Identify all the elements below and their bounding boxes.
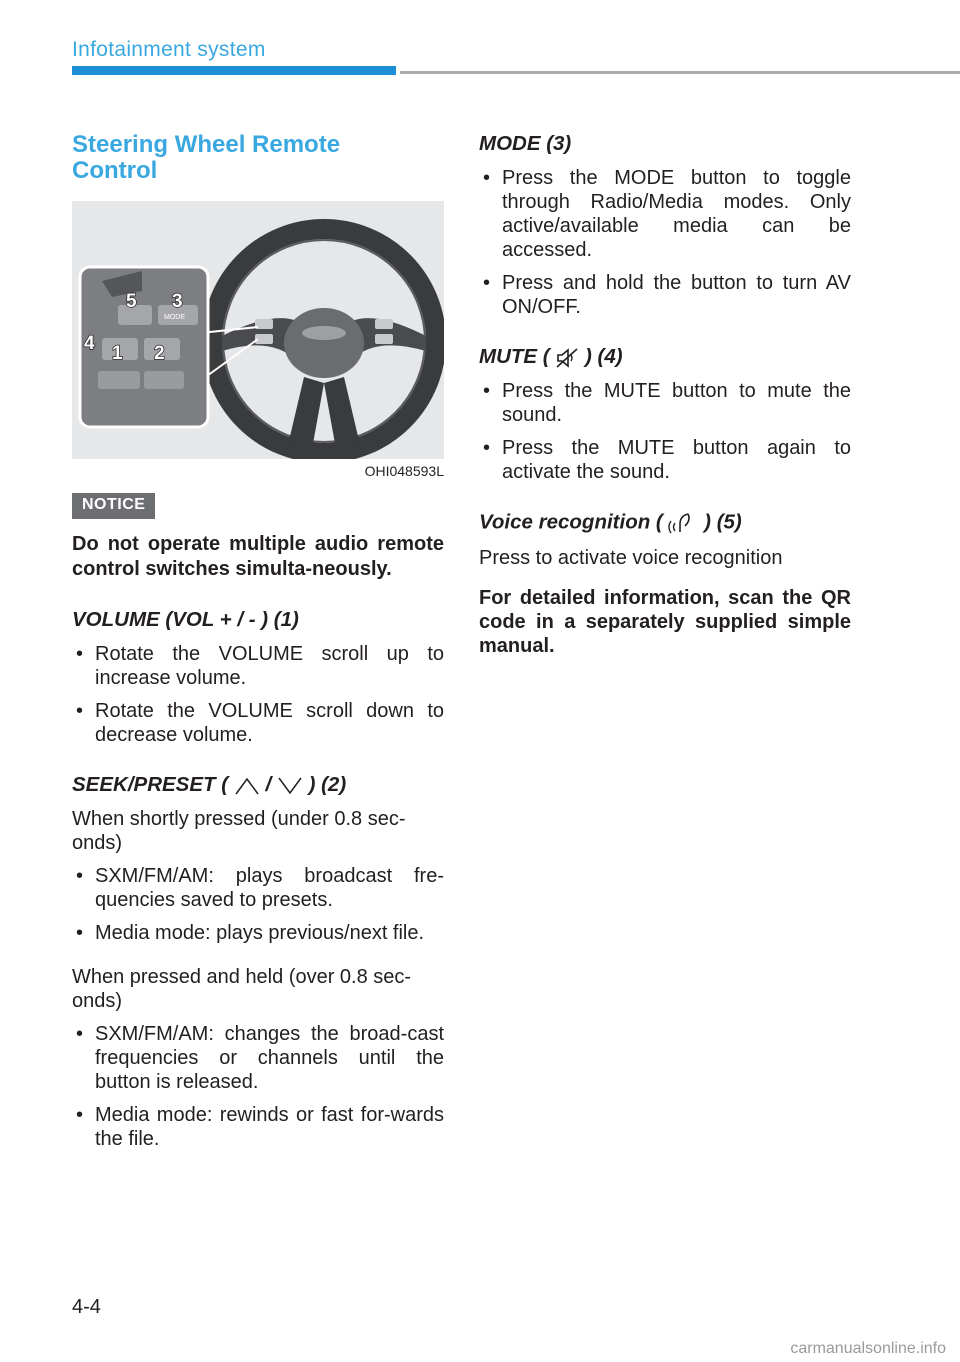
seek-heading-suffix: ) (2) [308,773,347,796]
callout-3: 3 [172,291,183,312]
callout-2: 2 [154,343,165,364]
list-item: • Press the MUTE button to mute the sound. [479,379,851,427]
voice-recognition-icon [668,510,698,536]
header-title: Infotainment system [72,38,266,61]
mode-heading: MODE (3) [479,132,572,155]
volume-heading: VOLUME (VOL + / - ) (1) [72,608,299,631]
voice-heading-suffix: ) (5) [704,510,742,534]
right-column [479,132,851,658]
voice-heading-prefix: Voice recognition ( [479,510,663,534]
header-bar-blue [72,66,396,75]
figure-code: OHI048593L [364,463,444,479]
header-bar-gray [400,71,960,74]
list-item: • Media mode: rewinds or fast for-wards the file. [72,1103,444,1151]
page-number: 4-4 [72,1296,101,1318]
voice-heading [479,510,851,536]
list-item: • SXM/FM/AM: changes the broad-cast frequencies or channels until the button is released. [72,1022,444,1094]
mute-icon [555,347,579,369]
volume-bullets [72,642,444,747]
mute-heading [479,345,851,369]
list-item: • Press the MODE button to toggle through Radio/Media modes. Only active/available media can be accessed. [479,166,851,262]
long-press-bullets [72,1022,444,1151]
callout-4: 4 [84,333,95,354]
chevron-down-icon [277,776,303,796]
short-press-bullets [72,864,444,945]
watermark: carmanualsonline.info [790,1340,946,1357]
seek-heading [72,773,444,797]
steering-wheel-figure [72,201,444,459]
callout-1: 1 [112,343,123,364]
list-item: • Rotate the VOLUME scroll up to increase volume. [72,642,444,690]
callout-5: 5 [126,291,137,312]
seek-heading-slash: / [265,773,272,796]
mute-heading-prefix: MUTE ( [479,345,550,368]
section-title-line1: Steering Wheel Remote [72,131,341,158]
section-title-line2: Control [72,157,158,184]
mute-heading-suffix: ) (4) [585,345,623,368]
list-item: • Rotate the VOLUME scroll down to decrease volume. [72,699,444,747]
list-item: • Press and hold the button to turn AV ON/OFF. [479,271,851,319]
notice-badge: NOTICE [72,493,155,519]
chevron-up-icon [234,776,260,796]
mode-label: MODE [164,314,185,321]
long-press-text: When pressed and held (over 0.8 sec-onds) [72,966,412,1012]
list-item: • Media mode: plays previous/next file. [72,921,444,945]
detail-text: For detailed information, scan the QR code in a separately supplied simple manual. [479,587,851,657]
short-press-text: When shortly pressed (under 0.8 sec-onds) [72,808,406,854]
seek-heading-prefix: SEEK/PRESET ( [72,773,229,796]
section-title [72,132,444,184]
list-item: • Press the MUTE button again to activate the sound. [479,436,851,484]
mode-bullets [479,166,851,319]
notice-text: Do not operate multiple audio remote control switches simulta-neously. [72,533,444,580]
steering-wheel-illustration [72,201,444,459]
list-item: • SXM/FM/AM: plays broadcast fre-quencies saved to presets. [72,864,444,912]
left-column [72,132,444,1160]
mute-bullets [479,379,851,484]
voice-text: Press to activate voice recognition [479,547,783,569]
